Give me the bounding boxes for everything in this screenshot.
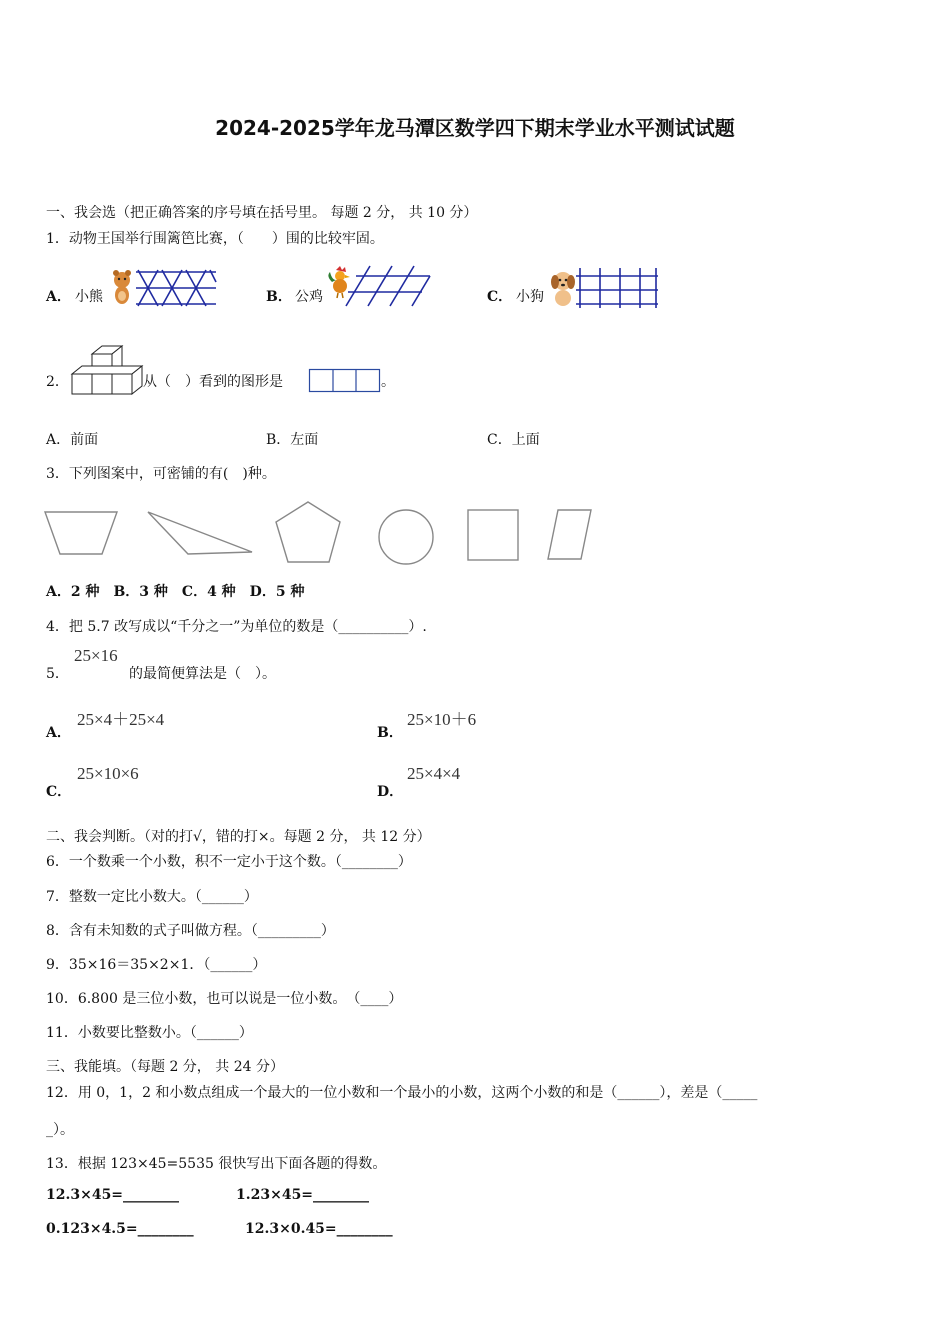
- parallelogram-shape: [548, 510, 591, 559]
- three-square-view-figure: [309, 369, 381, 393]
- q2-number: 2．: [46, 374, 69, 390]
- dog-icon: [551, 272, 575, 306]
- q5-option-b-letter: B．: [377, 725, 403, 741]
- q2-end: 。: [381, 374, 395, 390]
- q5-option-c-letter: C．: [46, 784, 72, 800]
- triangle-shape: [148, 512, 252, 554]
- q4-stem: 4．把 5.7 改写成以“千分之一”为单位的数是（__________）.: [46, 619, 427, 635]
- q13-c: 0.123×4.5=________: [46, 1221, 194, 1237]
- q3-shapes: [40, 500, 600, 570]
- trapezoid-shape: [45, 512, 117, 554]
- q5-option-d-expr: 25×4×4: [407, 764, 461, 783]
- q5-option-b-expr: 25×10＋6: [407, 710, 477, 729]
- fence-triangles: [136, 270, 216, 306]
- q8: 8．含有未知数的式子叫做方程。（_________）: [46, 923, 335, 939]
- q5-option-c-expr: 25×10×6: [77, 764, 139, 783]
- section-2-header: 二、我会判断。（对的打√，错的打×。每题 2 分， 共 12 分）: [46, 829, 431, 845]
- page-title: 2024-2025学年龙马潭区数学四下期末学业水平测试试题: [215, 116, 735, 140]
- q5-option-a-expr: 25×4＋25×4: [77, 710, 165, 729]
- q3-stem: 3．下列图案中，可密铺的有( )种。: [46, 466, 276, 482]
- rooster-fence-figure: [326, 264, 432, 308]
- q1-option-a-letter: A．: [46, 289, 71, 305]
- q1-option-c-letter: C．: [487, 289, 513, 305]
- q12-line-1: 12．用 0，1，2 和小数点组成一个最大的一位小数和一个最小的小数，这两个小数的和是（______），差是（_____: [46, 1085, 758, 1101]
- q9: 9．35×16＝35×2×1．（______）: [46, 957, 267, 973]
- q1-option-b-letter: B．: [266, 289, 292, 305]
- q2-option-a: A．前面: [46, 432, 99, 448]
- square-shape: [468, 510, 518, 560]
- q2-option-c: C．上面: [487, 432, 540, 448]
- q5-expression: 25×16: [74, 646, 118, 665]
- q2-stem: 从（ ）看到的图形是: [143, 374, 283, 390]
- q7: 7．整数一定比小数大。（______）: [46, 889, 258, 905]
- q13-stem: 13．根据 123×45=5535 很快写出下面各题的得数。: [46, 1156, 387, 1172]
- cube-stack-figure: [72, 344, 142, 396]
- q6: 6．一个数乘一个小数，积不一定小于这个数。（________）: [46, 854, 412, 870]
- q5-stem: 的最简便算法是（ ）。: [129, 666, 276, 682]
- fence-parallelograms: [346, 266, 430, 306]
- q3-options: A．2 种 B．3 种 C．4 种 D．5 种: [46, 584, 305, 600]
- bear-fence-figure: [106, 268, 218, 308]
- q5-option-d-letter: D．: [377, 784, 404, 800]
- q13-d: 12.3×0.45=________: [245, 1221, 393, 1237]
- circle-shape: [379, 510, 433, 564]
- fence-rectangles: [576, 268, 658, 308]
- section-3-header: 三、我能填。（每题 2 分， 共 24 分）: [46, 1059, 284, 1075]
- q2-option-b: B．左面: [266, 432, 319, 448]
- pentagon-shape: [276, 502, 340, 562]
- q1-option-c-text: 小狗: [516, 289, 544, 305]
- q5-option-a-letter: A．: [46, 725, 71, 741]
- q5-number: 5．: [46, 666, 69, 682]
- q13-b: 1.23×45=________: [236, 1187, 370, 1203]
- rooster-icon: [328, 266, 350, 298]
- q12-line-2: _）。: [46, 1122, 74, 1138]
- q1-option-b-text: 公鸡: [295, 289, 323, 305]
- dog-fence-figure: [548, 268, 660, 308]
- section-1-header: 一、我会选（把正确答案的序号填在括号里。 每题 2 分， 共 10 分）: [46, 205, 478, 221]
- q1-option-a-text: 小熊: [75, 289, 103, 305]
- bear-icon: [113, 270, 131, 304]
- q1-stem: 1．动物王国举行围篱笆比赛，（ ）围的比较牢固。: [46, 231, 384, 247]
- q13-a: 12.3×45=________: [46, 1187, 180, 1203]
- q11: 11．小数要比整数小。（______）: [46, 1025, 253, 1041]
- q10: 10．6.800 是三位小数，也可以说是一位小数。 （____）: [46, 991, 403, 1007]
